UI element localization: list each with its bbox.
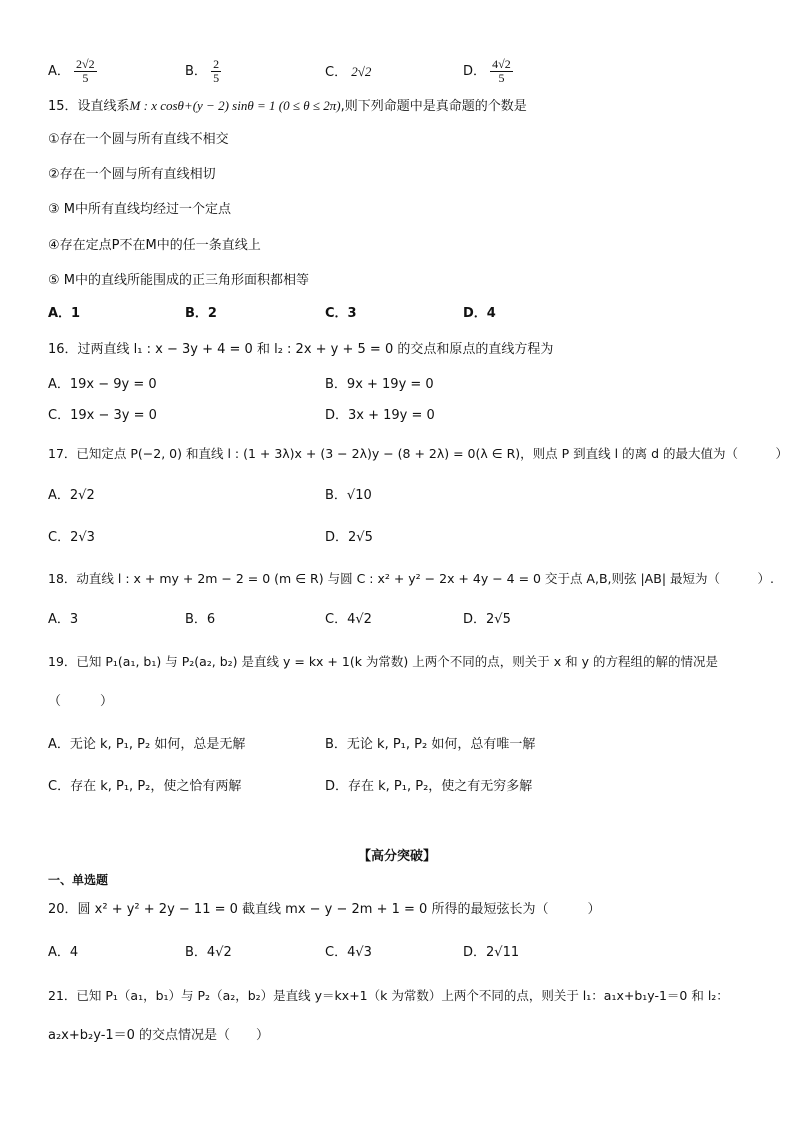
q17-option-b: B．√10 (325, 488, 372, 503)
q14-option-d-label: D． (463, 64, 487, 79)
q14-option-a (48, 58, 97, 85)
q18-option-b: B．6 (185, 612, 216, 627)
q20-option-c: C．4√3 (325, 945, 372, 960)
denominator: 5 (213, 71, 220, 85)
q21-stem-line-1: 21．已知 P₁（a₁，b₁）与 P₂（a₂，b₂）是直线 y＝kx+1（k 为常数）上两个不同的点，则关于 l₁：a₁x+b₁y-1＝0 和 l₂： (48, 988, 729, 1003)
q14-option-a-label: A． (48, 64, 70, 79)
q16-stem: 16．过两直线 l₁ : x − 3y + 4 = 0 和 l₂ : 2x + y + 5 = 0 的交点和原点的直线方程为 (48, 342, 554, 357)
q16-option-a: A．19x − 9y = 0 (48, 377, 157, 392)
numerator: 2 (213, 57, 220, 71)
q18-option-c: C．4√2 (325, 612, 372, 627)
fraction (74, 58, 97, 85)
section-title: 【高分突破】 (357, 849, 436, 864)
q19-option-d: D．存在 k, P₁, P₂，使之有无穷多解 (325, 779, 533, 794)
fraction (211, 58, 221, 85)
q15-option-d: D．4 (463, 306, 496, 321)
fraction (490, 58, 513, 85)
q18-stem: 18．动直线 l : x + my + 2m − 2 = 0 (m ∈ R) 与圆 C : x² + y² − 2x + 4y − 4 = 0 交于点 A,B,则弦 |AB| 最短为（ ）. (48, 571, 774, 586)
q21-stem-line-2: a₂x+b₂y-1＝0 的交点情况是（ ） (48, 1028, 270, 1043)
q18-option-a: A．3 (48, 612, 79, 627)
q19-stem: 19．已知 P₁(a₁, b₁) 与 P₂(a₂, b₂) 是直线 y = kx + 1(k 为常数) 上两个不同的点，则关于 x 和 y 的方程组的解的情况是 (48, 654, 718, 669)
section-subtitle: 一、单选题 (48, 873, 109, 887)
q15-option-c: C．3 (325, 306, 357, 321)
q14-option-c-value: 2√2 (351, 64, 372, 79)
q15-option-a: A．1 (48, 306, 81, 321)
q15-item-2: ②存在一个圆与所有直线相切 (48, 167, 216, 182)
q20-option-b: B．4√2 (185, 945, 232, 960)
denominator: 5 (498, 71, 505, 85)
q17-option-d: D．2√5 (325, 530, 373, 545)
numerator: 4√2 (492, 57, 511, 71)
q17-stem: 17．已知定点 P(−2, 0) 和直线 l : (1 + 3λ)x + (3 − 2λ)y − (8 + 2λ) = 0(λ ∈ R)，则点 P 到直线 l 的离 d 的最大值为（ ） (48, 446, 788, 461)
q16-option-b: B．9x + 19y = 0 (325, 377, 434, 392)
q20-option-d: D．2√11 (463, 945, 520, 960)
q16-option-d: D．3x + 19y = 0 (325, 408, 435, 423)
q17-option-a: A．2√2 (48, 488, 95, 503)
q20-stem: 20．圆 x² + y² + 2y − 11 = 0 截直线 mx − y − 2m + 1 = 0 所得的最短弦长为（ ） (48, 902, 601, 917)
q19-option-c: C．存在 k, P₁, P₂，使之恰有两解 (48, 779, 242, 794)
q19-option-b: B．无论 k, P₁, P₂ 如何，总有唯一解 (325, 737, 536, 752)
numerator: 2√2 (76, 57, 95, 71)
q18-option-d: D．2√5 (463, 612, 511, 627)
q15-item-4: ④存在定点P不在M中的任一条直线上 (48, 238, 261, 253)
q20-option-a: A．4 (48, 945, 79, 960)
q14-option-d (463, 58, 513, 85)
q16-option-c: C．19x − 3y = 0 (48, 408, 157, 423)
q14-option-b (185, 58, 221, 85)
q14-option-b-label: B． (185, 64, 207, 79)
q15-item-1: ①存在一个圆与所有直线不相交 (48, 132, 229, 147)
q19-answer-paren: （ ） (48, 694, 114, 709)
q15-option-b: B．2 (185, 306, 217, 321)
q14-option-c (325, 62, 371, 83)
q19-option-a: A．无论 k, P₁, P₂ 如何，总是无解 (48, 737, 246, 752)
q15-math: M : x cosθ+(y − 2) sinθ = 1 (0 ≤ θ ≤ 2π) (129, 98, 341, 113)
q15-stem (48, 96, 527, 117)
q15-item-3: ③ M中所有直线均经过一个定点 (48, 202, 232, 217)
q14-option-c-label: C． (325, 65, 348, 80)
q15-item-5: ⑤ M中的直线所能围成的正三角形面积都相等 (48, 273, 310, 288)
q15-prefix: 15．设直线系 (48, 99, 130, 114)
denominator: 5 (82, 71, 89, 85)
q15-suffix: ,则下列命题中是真命题的个数是 (340, 99, 527, 114)
q17-option-c: C．2√3 (48, 530, 95, 545)
